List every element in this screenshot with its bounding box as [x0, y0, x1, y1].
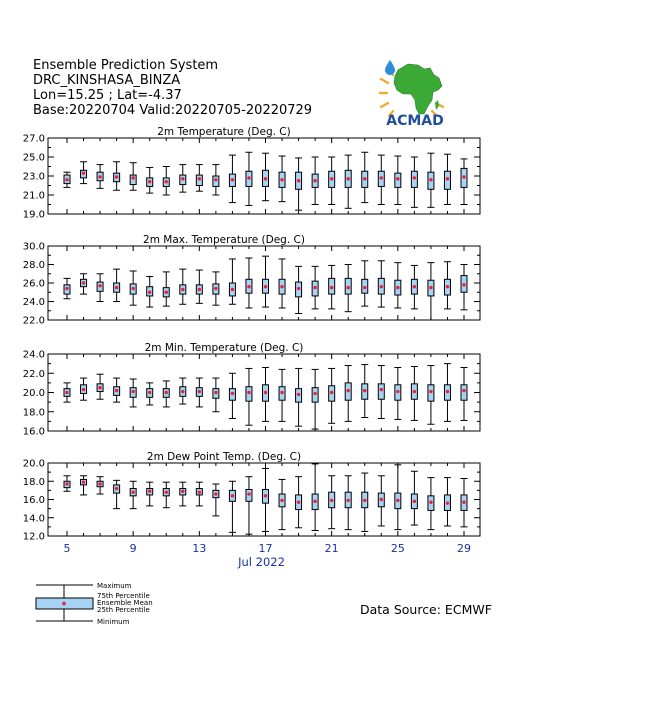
mean-dot — [198, 177, 201, 180]
mean-dot — [330, 286, 333, 289]
mean-dot — [313, 286, 316, 289]
mean-dot — [429, 390, 432, 393]
mean-dot — [297, 501, 300, 504]
mean-dot — [264, 494, 267, 497]
mean-dot — [446, 177, 449, 180]
mean-dot — [181, 177, 184, 180]
panel-title: 2m Min. Temperature (Deg. C) — [144, 342, 304, 354]
mean-dot — [247, 176, 250, 179]
y-tick-label: 24.0 — [22, 297, 45, 308]
x-tick-label: 25 — [390, 542, 405, 555]
mean-dot — [247, 391, 250, 394]
mean-dot — [214, 391, 217, 394]
logo-text: ACMAD — [386, 113, 444, 128]
mean-dot — [347, 177, 350, 180]
mean-dot — [413, 500, 416, 503]
mean-dot — [165, 180, 168, 183]
header-dates: Base:20220704 Valid:20220705-20220729 — [33, 103, 313, 118]
x-tick-label: 5 — [63, 542, 71, 555]
mean-dot — [115, 286, 118, 289]
mean-dot — [65, 482, 68, 485]
mean-dot — [330, 499, 333, 502]
y-tick-label: 20.0 — [22, 458, 45, 470]
mean-dot — [396, 286, 399, 289]
chart-panel-1 — [23, 126, 480, 221]
mean-dot — [280, 285, 283, 288]
mean-dot — [198, 491, 201, 494]
mean-dot — [115, 175, 118, 178]
mean-dot — [363, 286, 366, 289]
mean-dot — [98, 284, 101, 287]
mean-dot — [247, 285, 250, 288]
legend-p75: 75th Percentile — [97, 592, 150, 600]
y-tick-label: 16.0 — [22, 495, 45, 506]
mean-dot — [446, 501, 449, 504]
mean-dot — [98, 482, 101, 485]
mean-dot — [446, 285, 449, 288]
header-station: DRC_KINSHASA_BINZA — [33, 73, 181, 88]
mean-dot — [98, 175, 101, 178]
mean-dot — [429, 501, 432, 504]
mean-dot — [313, 392, 316, 395]
y-tick-label: 23.0 — [22, 171, 45, 183]
mean-dot — [264, 285, 267, 288]
mean-dot — [330, 177, 333, 180]
mean-dot — [231, 288, 234, 291]
data-source: Data Source: ECMWF — [360, 602, 492, 617]
panel-title: 2m Temperature (Deg. C) — [157, 126, 291, 138]
mean-dot — [231, 392, 234, 395]
mean-dot — [98, 386, 101, 389]
y-tick-label: 12.0 — [22, 531, 45, 543]
mean-dot — [462, 389, 465, 392]
y-tick-label: 21.0 — [22, 190, 45, 202]
y-tick-label: 14.0 — [22, 513, 45, 525]
mean-dot — [214, 287, 217, 290]
mean-dot — [65, 178, 68, 181]
mean-dot — [297, 287, 300, 290]
mean-dot — [363, 499, 366, 502]
y-tick-label: 27.0 — [22, 133, 45, 145]
mean-dot — [429, 178, 432, 181]
mean-dot — [380, 498, 383, 501]
y-tick-label: 18.0 — [22, 407, 45, 419]
y-tick-label: 30.0 — [22, 241, 45, 253]
mean-dot — [313, 179, 316, 182]
mean-dot — [280, 391, 283, 394]
mean-dot — [131, 176, 134, 179]
x-tick-label: 17 — [258, 542, 273, 555]
mean-dot — [181, 490, 184, 493]
mean-dot — [429, 286, 432, 289]
mean-dot — [131, 287, 134, 290]
panel-title: 2m Max. Temperature (Deg. C) — [143, 234, 305, 246]
chart-panel-2 — [23, 234, 480, 327]
mean-dot — [413, 176, 416, 179]
mean-dot — [413, 285, 416, 288]
mean-dot — [148, 291, 151, 294]
y-tick-label: 19.0 — [22, 209, 45, 221]
mean-dot — [347, 389, 350, 392]
mean-dot — [380, 285, 383, 288]
mean-dot — [82, 388, 85, 391]
x-tick-label: 13 — [192, 542, 207, 555]
iqr-box — [378, 384, 384, 399]
x-month-label: Jul 2022 — [238, 555, 285, 569]
mean-dot — [65, 391, 68, 394]
mean-dot — [231, 494, 234, 497]
mean-dot — [82, 281, 85, 284]
legend-mean: Ensemble Mean — [97, 599, 153, 607]
mean-dot — [280, 499, 283, 502]
y-tick-label: 16.0 — [22, 426, 45, 438]
mean-dot — [462, 283, 465, 286]
y-tick-label: 28.0 — [22, 260, 45, 271]
mean-dot — [165, 391, 168, 394]
mean-dot — [264, 391, 267, 394]
mean-dot — [396, 390, 399, 393]
mean-dot — [82, 480, 85, 483]
mean-dot — [380, 388, 383, 391]
mean-dot — [115, 487, 118, 490]
y-tick-label: 24.0 — [22, 349, 45, 361]
mean-dot — [231, 178, 234, 181]
mean-dot — [396, 499, 399, 502]
x-tick-label: 9 — [129, 542, 137, 555]
mean-dot — [280, 178, 283, 181]
mean-dot — [462, 501, 465, 504]
legend-maximum: Maximum — [97, 582, 132, 590]
mean-dot — [264, 177, 267, 180]
mean-dot — [82, 171, 85, 174]
legend-minimum: Minimum — [97, 618, 130, 626]
mean-dot — [115, 389, 118, 392]
mean-dot — [363, 177, 366, 180]
mean-dot — [214, 492, 217, 495]
mean-dot — [198, 288, 201, 291]
mean-dot — [297, 393, 300, 396]
mean-dot — [413, 390, 416, 393]
mean-dot — [148, 180, 151, 183]
legend — [33, 582, 233, 626]
mean-dot — [131, 390, 134, 393]
mean-dot — [181, 288, 184, 291]
mean-dot — [462, 175, 465, 178]
mean-dot — [297, 179, 300, 182]
mean-dot — [347, 499, 350, 502]
y-tick-label: 22.0 — [22, 315, 45, 327]
mean-dot — [247, 492, 250, 495]
y-tick-label: 25.0 — [22, 152, 45, 164]
panel-title: 2m Dew Point Temp. (Deg. C) — [146, 451, 302, 463]
mean-dot — [165, 291, 168, 294]
mean-dot — [446, 390, 449, 393]
y-tick-label: 20.0 — [22, 388, 45, 399]
mean-dot — [380, 176, 383, 179]
mean-dot — [396, 177, 399, 180]
mean-dot — [165, 491, 168, 494]
x-tick-label: 21 — [324, 542, 339, 555]
mean-dot — [148, 391, 151, 394]
y-tick-label: 22.0 — [22, 368, 45, 380]
mean-dot — [363, 389, 366, 392]
mean-dot — [198, 390, 201, 393]
legend-mean-dot — [62, 602, 66, 606]
mean-dot — [313, 500, 316, 503]
chart-panel-3 — [23, 342, 480, 438]
iqr-box — [461, 385, 467, 400]
mean-dot — [131, 491, 134, 494]
mean-dot — [148, 490, 151, 493]
header-coords: Lon=15.25 ; Lat=-4.37 — [33, 88, 182, 103]
mean-dot — [214, 178, 217, 181]
mean-dot — [65, 287, 68, 290]
x-tick-label: 29 — [457, 542, 471, 555]
y-tick-label: 18.0 — [22, 476, 45, 488]
header-title: Ensemble Prediction System — [33, 58, 219, 73]
mean-dot — [330, 391, 333, 394]
mean-dot — [181, 390, 184, 393]
chart-panel-4 — [23, 451, 480, 569]
y-tick-label: 26.0 — [22, 278, 45, 290]
legend-p25: 25th Percentile — [97, 606, 150, 614]
mean-dot — [347, 286, 350, 289]
